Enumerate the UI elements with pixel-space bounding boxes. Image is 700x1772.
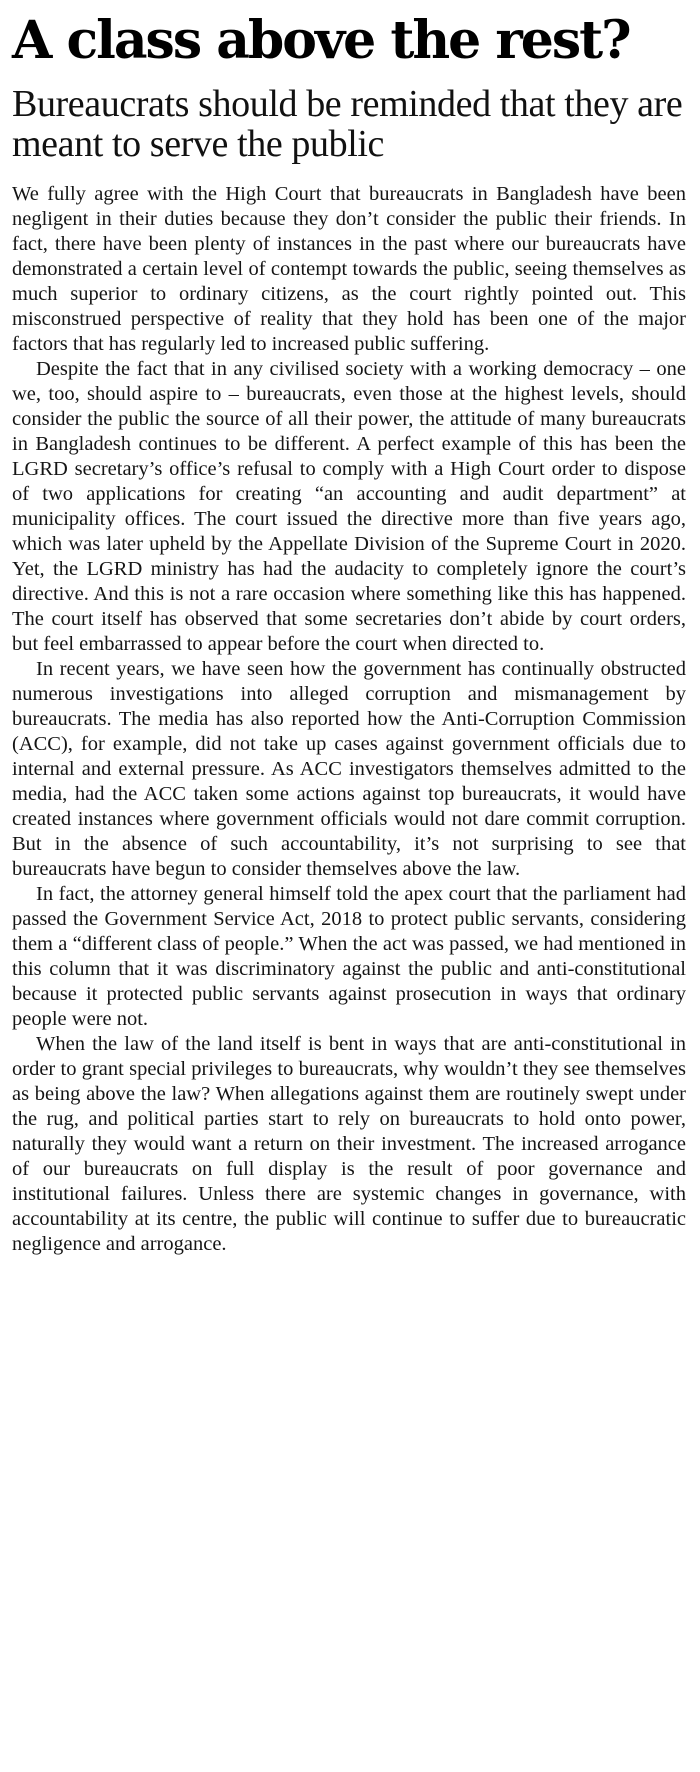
paragraph-2: Despite the fact that in any civilised society with a working democracy – one we, too, should aspire to – bureaucrats, even those at the highest levels, should consider the public the source of all their power, the attitude of many bureaucrats in Bangladesh continues to be different. A perfect example of this has been the LGRD secretary’s office’s refusal to comply with a High Court order to dispose of two applications for creating “an accounting and audit department” at municipality offices. The court issued the directive more than five years ago, which was later upheld by the Appellate Division of the Supreme Court in 2020. Yet, the LGRD ministry has had the audacity to completely ignore the court’s directive. And this is not a rare occasion where something like this has happened. The court itself has observed that some secretaries don’t abide by court orders, but feel embarrassed to appear before the court when directed to. [12, 358, 686, 655]
subheadline: Bureaucrats should be reminded that they are meant to serve the public [12, 83, 683, 165]
paragraph-4: In fact, the attorney general himself told the apex court that the parliament had passed the Government Service Act, 2018 to protect public servants, considering them a “different class of people.” When the act was passed, we had mentioned in this column that it was discriminatory against the public and anti-constitutional because it protected public servants against prosecution in ways that ordinary people were not. [12, 883, 686, 1030]
paragraph-5: When the law of the land itself is bent in ways that are anti-constitutional in order to grant special privileges to bureaucrats, why wouldn’t they see themselves as being above the law? When allegations against them are routinely swept under the rug, and political parties start to rely on bureaucrats to hold onto power, naturally they would want a return on their investment. The increased arrogance of our bureaucrats on full display is the result of poor governance and institutional failures. Unless there are systemic changes in governance, with accountability at its centre, the public will continue to suffer due to bureaucratic negligence and arrogance. [12, 1033, 686, 1255]
headline: A class above the rest? [12, 10, 630, 71]
paragraph-3: In recent years, we have seen how the government has continually obstructed numerous investigations into alleged corruption and mismanagement by bureaucrats. The media has also reported how the Anti-Corruption Commission (ACC), for example, did not take up cases against government officials due to internal and external pressure. As ACC investigators themselves admitted to the media, had the ACC taken some actions against top bureaucrats, it would have created instances where government officials would not dare commit corruption. But in the absence of such accountability, it’s not surprising to see that bureaucrats have begun to consider themselves above the law. [12, 658, 686, 880]
paragraph-1: We fully agree with the High Court that bureaucrats in Bangladesh have been negligent in their duties because they don’t consider the public their friends. In fact, there have been plenty of instances in the past where our bureaucrats have demonstrated a certain level of contempt towards the public, seeing themselves as much superior to ordinary citizens, as the court rightly pointed out. This misconstrued perspective of reality that they hold has been one of the major factors that has regularly led to increased public suffering. [12, 183, 686, 355]
article-body [12, 182, 686, 1257]
